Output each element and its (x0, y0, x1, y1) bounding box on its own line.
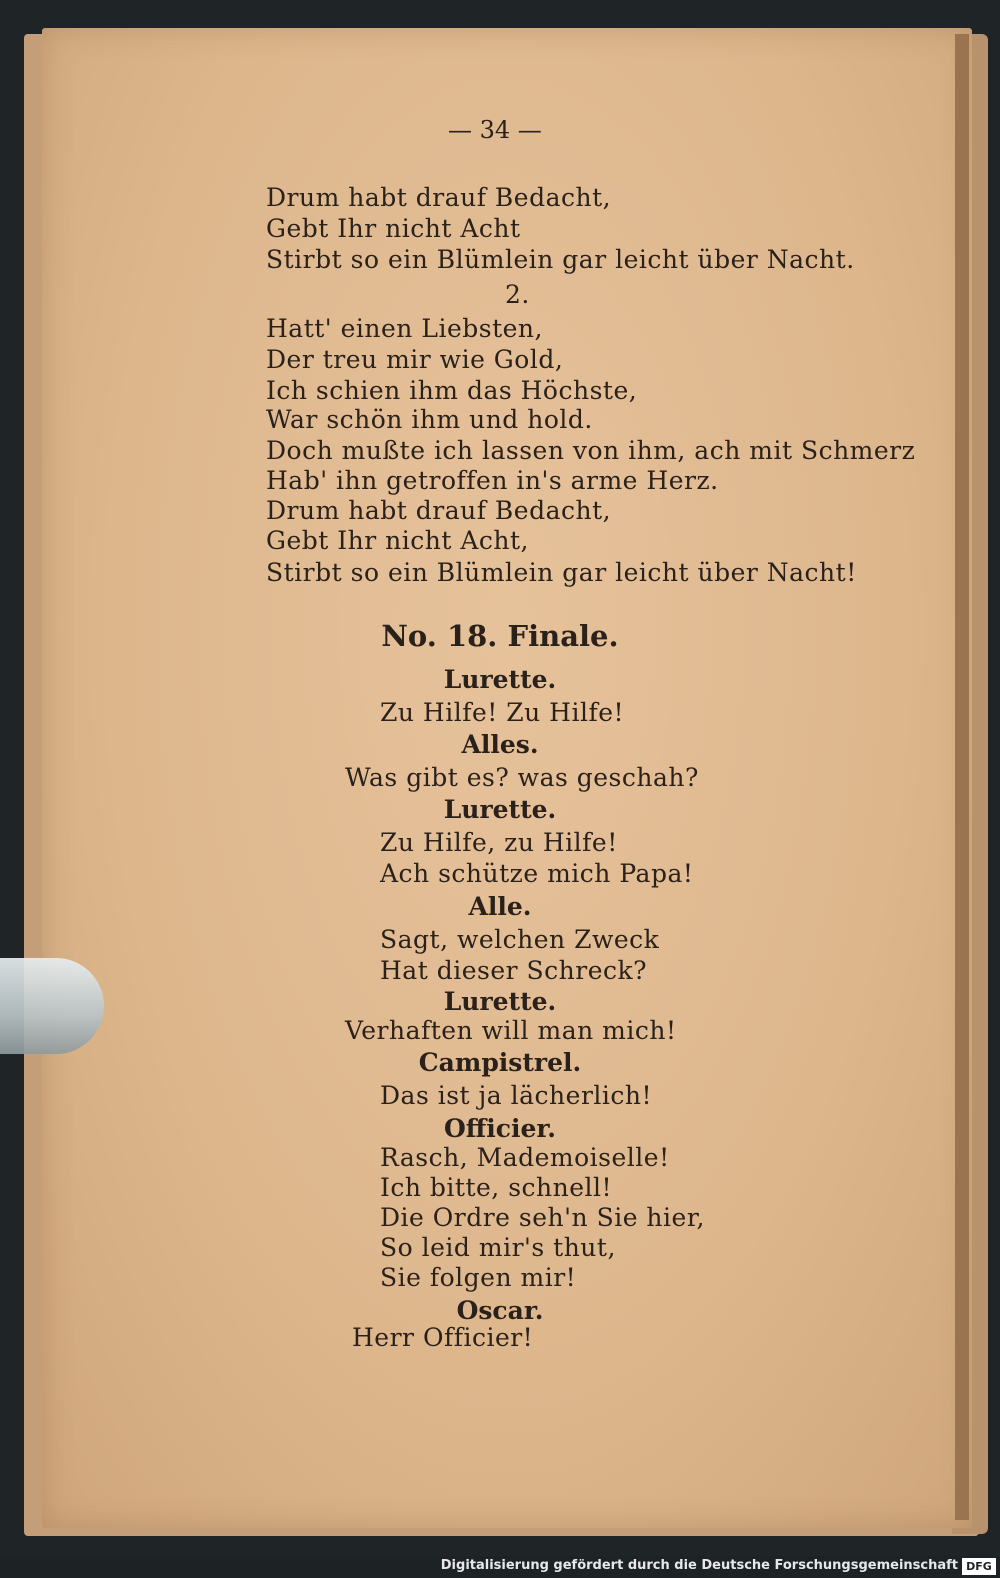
speaker-name: Campistrel. (418, 1048, 582, 1077)
stanza-number: 2. (505, 280, 530, 309)
speaker-name: Alle. (468, 892, 532, 921)
verse-line: Stirbt so ein Blümlein gar leicht über Nacht! (266, 558, 857, 587)
verse-line: Hatt' einen Liebsten, (266, 314, 543, 343)
page-number: — 34 — (448, 116, 542, 144)
bookmark-clip (0, 958, 104, 1054)
dialogue-line: Zu Hilfe, zu Hilfe! (380, 828, 618, 857)
dialogue-line: Das ist ja lächerlich! (380, 1081, 653, 1110)
dialogue-line: Herr Officier! (352, 1323, 534, 1352)
speaker-name: Lurette. (443, 795, 557, 824)
dialogue-line: Was gibt es? was geschah? (345, 763, 699, 792)
dialogue-line: Verhaften will man mich! (345, 1016, 677, 1045)
verse-line: War schön ihm und hold. (266, 405, 593, 434)
verse-line: Hab' ihn getroffen in's arme Herz. (266, 466, 719, 495)
dialogue-line: Die Ordre seh'n Sie hier, (380, 1203, 705, 1232)
verse-line: Drum habt drauf Bedacht, (266, 496, 612, 525)
funding-footer: Digitalisierung gefördert durch die Deutsche Forschungsgemeinschaft (440, 1558, 958, 1573)
dfg-logo: DFG (962, 1558, 996, 1575)
dialogue-line: Zu Hilfe! Zu Hilfe! (380, 698, 625, 727)
verse-line: Ich schien ihm das Höchste, (266, 376, 638, 405)
dialogue-line: So leid mir's thut, (380, 1233, 616, 1262)
section-title: No. 18. Finale. (381, 619, 619, 653)
verse-line: Stirbt so ein Blümlein gar leicht über Nacht. (266, 245, 855, 274)
dialogue-line: Rasch, Mademoiselle! (380, 1143, 670, 1172)
verse-line: Drum habt drauf Bedacht, (266, 183, 612, 212)
dialogue-line: Ich bitte, schnell! (380, 1173, 613, 1202)
verse-line: Gebt Ihr nicht Acht (266, 214, 521, 243)
dialogue-line: Sie folgen mir! (380, 1263, 577, 1292)
dialogue-line: Ach schütze mich Papa! (380, 859, 694, 888)
verse-line: Der treu mir wie Gold, (266, 345, 564, 374)
speaker-name: Officier. (444, 1114, 556, 1143)
speaker-name: Lurette. (443, 665, 557, 694)
speaker-name: Alles. (461, 730, 539, 759)
speaker-name: Lurette. (443, 987, 557, 1016)
speaker-name: Oscar. (456, 1296, 544, 1325)
dialogue-line: Hat dieser Schreck? (380, 956, 648, 985)
dialogue-line: Sagt, welchen Zweck (380, 925, 660, 954)
verse-line: Gebt Ihr nicht Acht, (266, 526, 529, 555)
verse-line: Doch mußte ich lassen von ihm, ach mit Schmerz (266, 436, 916, 465)
